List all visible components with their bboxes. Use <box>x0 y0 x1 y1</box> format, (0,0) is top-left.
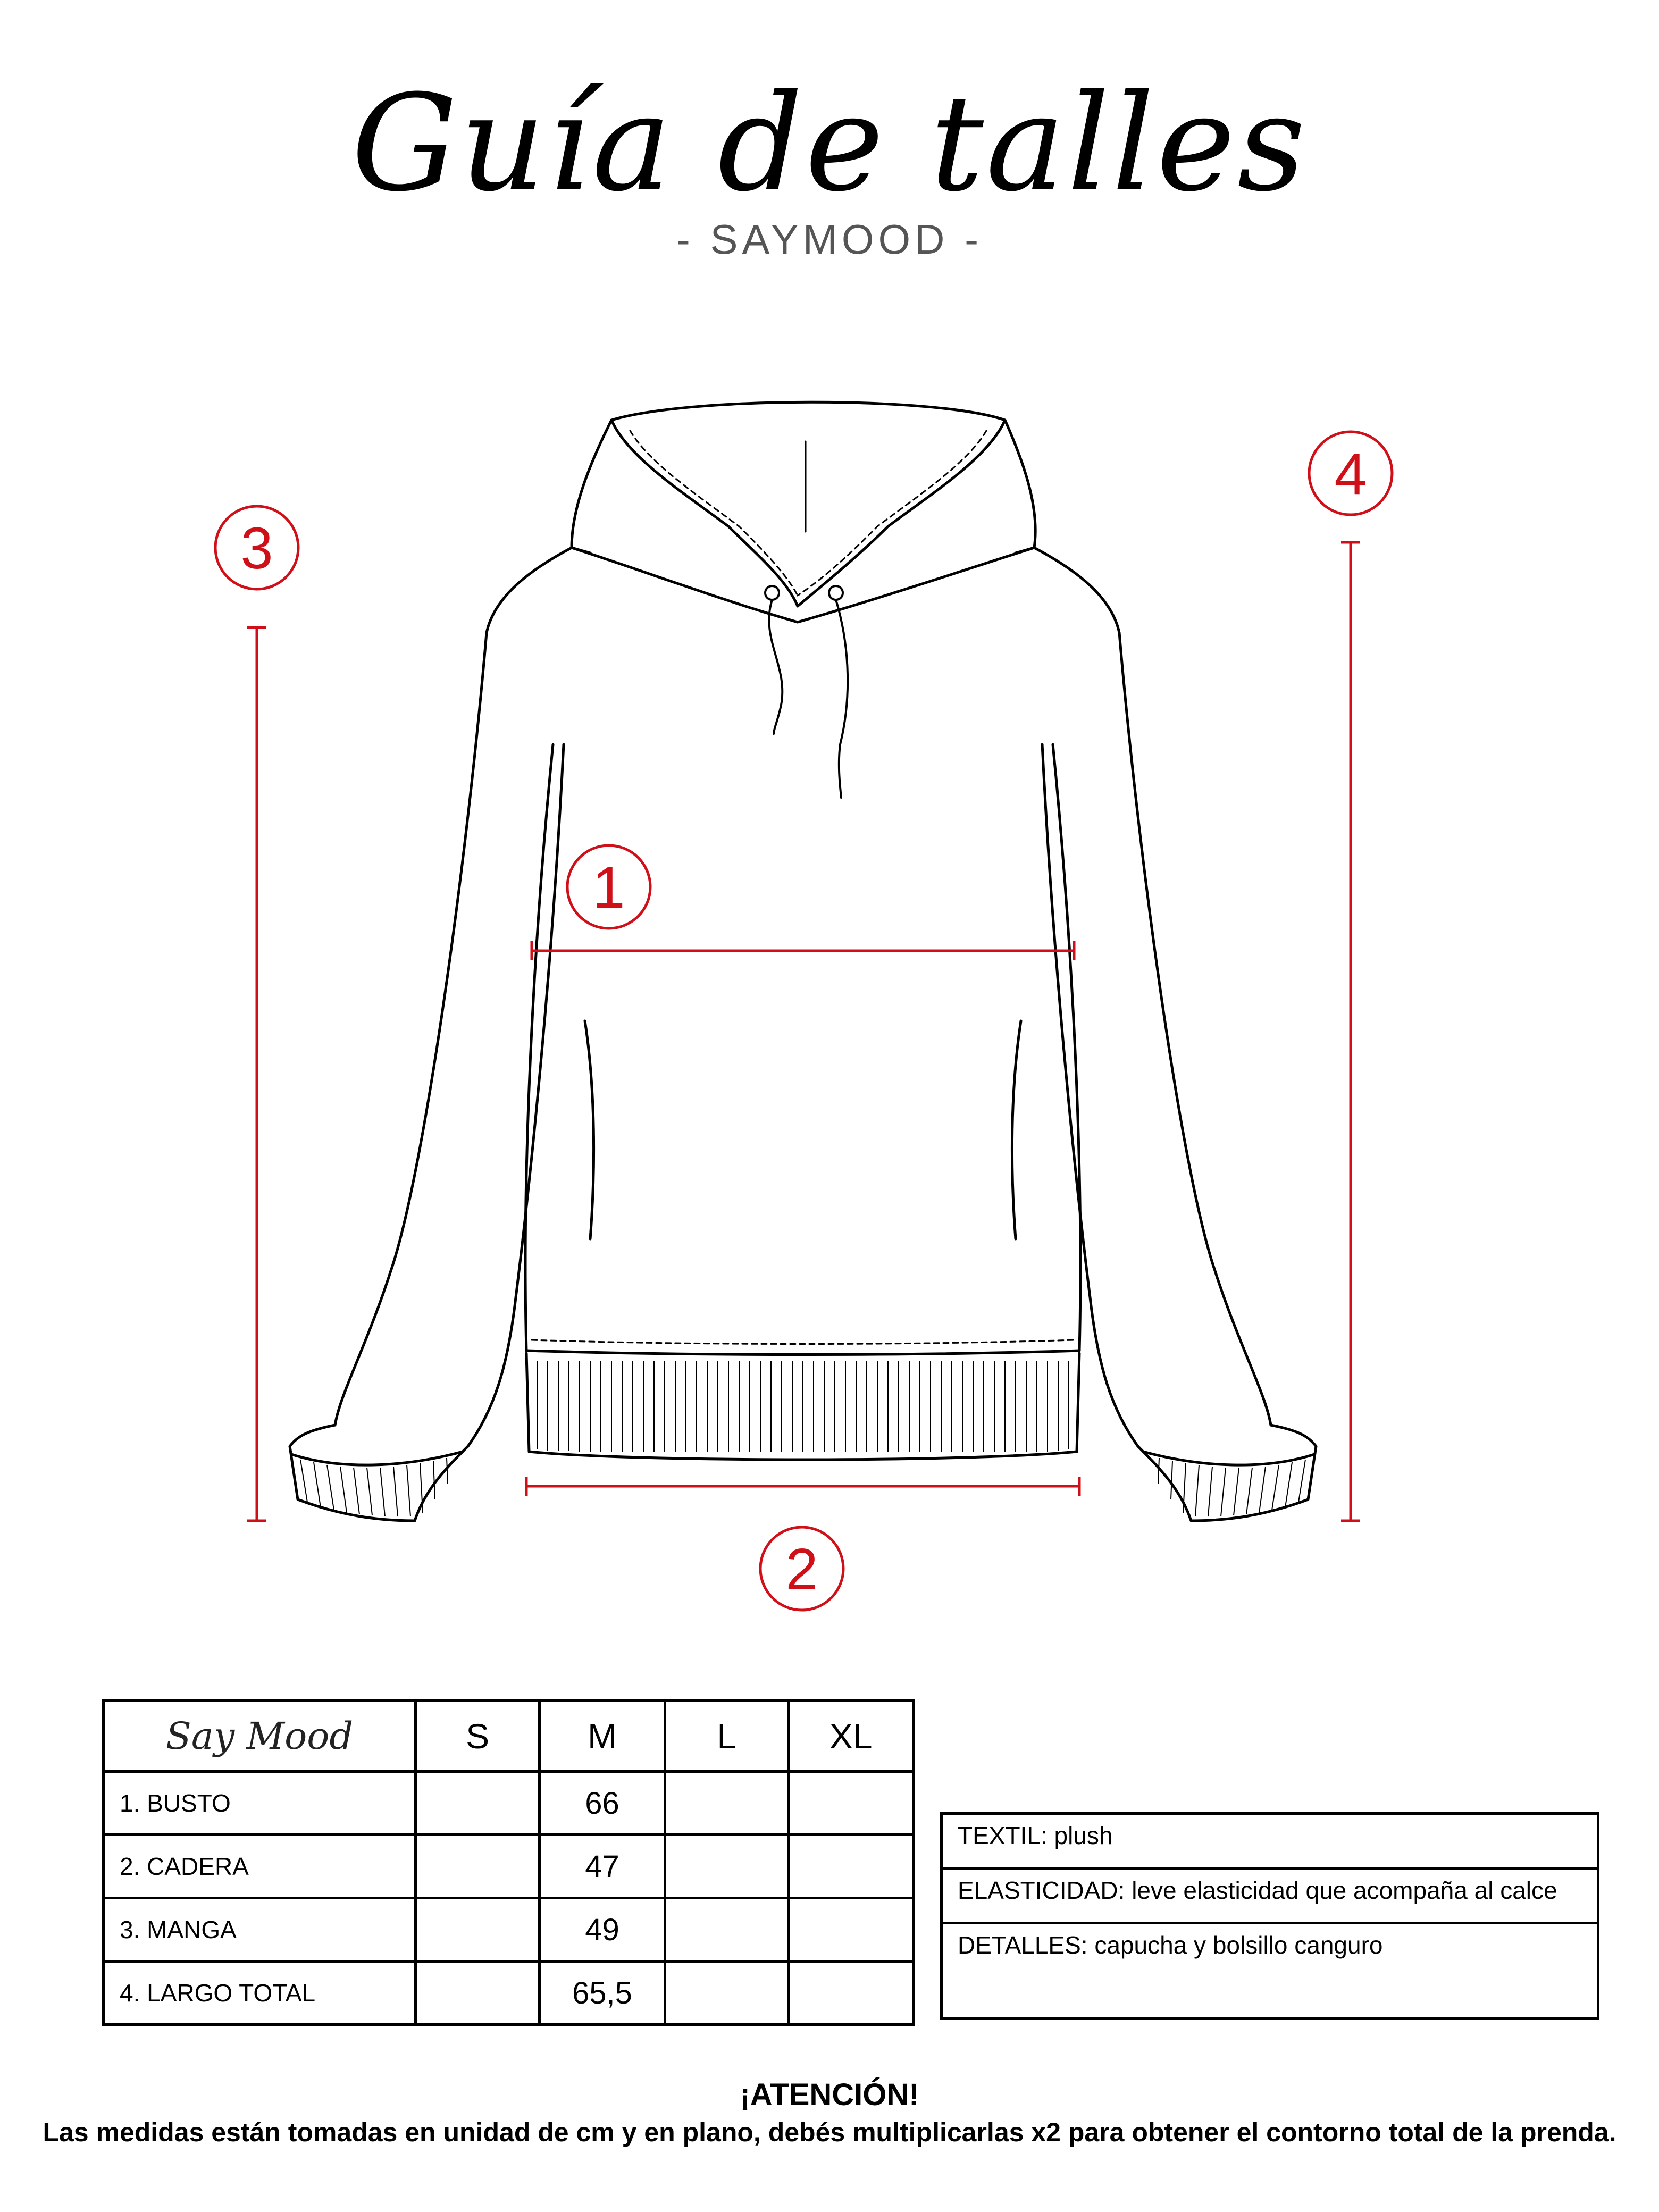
row-label: 1. BUSTO <box>104 1772 416 1835</box>
cell-l <box>665 1898 789 1962</box>
brand-subtitle: - SAYMOOD - <box>676 216 983 263</box>
attention-text: Las medidas están tomadas en unidad de cm y en plano, debés multiplicarlas x2 para obtener el contorno total de la prenda. <box>43 2117 1616 2147</box>
cell-m: 66 <box>540 1772 665 1835</box>
size-header-s: S <box>416 1701 540 1772</box>
brand-signature: Say Mood <box>104 1701 416 1772</box>
cell-s <box>416 1772 540 1835</box>
marker-3 <box>215 506 298 589</box>
svg-text:2: 2 <box>785 1537 818 1602</box>
hip-measure-line <box>526 1477 1079 1496</box>
table-row <box>104 1772 914 1835</box>
cell-m: 49 <box>540 1898 665 1962</box>
cell-s <box>416 1835 540 1898</box>
info-row-detalles <box>942 1923 1598 2018</box>
row-label: 4. LARGO TOTAL <box>104 1962 416 2025</box>
svg-text:4: 4 <box>1334 441 1367 507</box>
svg-text:3: 3 <box>240 516 273 581</box>
row-label: 3. MANGA <box>104 1898 416 1962</box>
size-table-header <box>104 1701 914 1772</box>
svg-text:1: 1 <box>592 855 625 920</box>
info-row-textil <box>942 1814 1598 1869</box>
cell-xl <box>789 1835 914 1898</box>
hoodie-outline <box>290 402 1316 1521</box>
bust-measure-line <box>532 941 1074 960</box>
info-textil: TEXTIL: plush <box>942 1814 1598 1869</box>
cell-l <box>665 1772 789 1835</box>
cell-xl <box>789 1898 914 1962</box>
cell-s <box>416 1962 540 2025</box>
table-row <box>104 1898 914 1962</box>
attention-heading: ¡ATENCIÓN! <box>740 2077 919 2112</box>
marker-4 <box>1309 432 1392 515</box>
page-title: Guía de talles <box>351 66 1308 221</box>
cell-xl <box>789 1962 914 2025</box>
info-row-elasticidad <box>942 1869 1598 1923</box>
ribbing-texture <box>300 1361 1305 1516</box>
size-table <box>102 1699 915 2026</box>
sleeve-measure-line <box>247 627 266 1521</box>
length-measure-line <box>1341 542 1360 1521</box>
size-header-xl: XL <box>789 1701 914 1772</box>
cell-m: 47 <box>540 1835 665 1898</box>
cell-xl <box>789 1772 914 1835</box>
size-header-l: L <box>665 1701 789 1772</box>
cell-m: 65,5 <box>540 1962 665 2025</box>
cell-l <box>665 1962 789 2025</box>
cell-s <box>416 1898 540 1962</box>
table-row <box>104 1835 914 1898</box>
fabric-info-table <box>940 1812 1599 2020</box>
table-row <box>104 1962 914 2025</box>
row-label: 2. CADERA <box>104 1835 416 1898</box>
info-detalles: DETALLES: capucha y bolsillo canguro <box>942 1923 1598 2018</box>
info-elasticidad: ELASTICIDAD: leve elasticidad que acompaña al calce <box>942 1869 1598 1923</box>
size-header-m: M <box>540 1701 665 1772</box>
marker-1 <box>567 845 650 928</box>
cell-l <box>665 1835 789 1898</box>
measurement-lines <box>247 542 1360 1521</box>
marker-2 <box>760 1527 843 1610</box>
